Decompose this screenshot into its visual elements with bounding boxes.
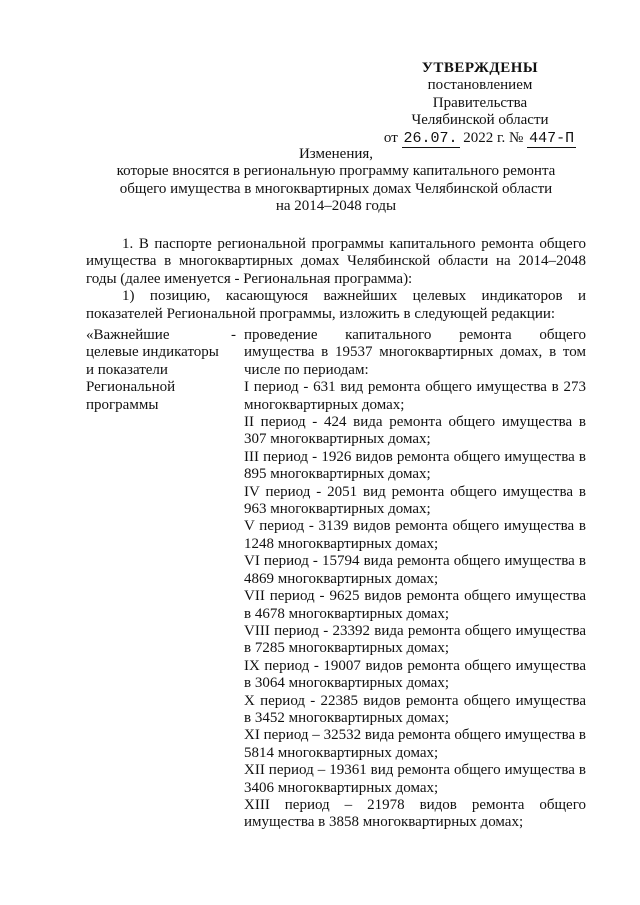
title-line-3: общего имущества в многоквартирных домах Челябинской области [119, 180, 553, 197]
list-item: XII период – 19361 вид ремонта общего имущества в 3406 многоквартирных домах; [244, 762, 586, 796]
approval-date-line [380, 130, 580, 147]
approval-line-2: Челябинской области [411, 112, 549, 129]
list-item: II период - 424 вида ремонта общего имущества в 307 многоквартирных домах; [244, 414, 586, 448]
list-item: XIII период – 21978 видов ремонта общего имущества в 3858 многоквартирных домах; [244, 796, 586, 831]
list-item: VIII период - 23392 вида ремонта общего имущества в 7285 многоквартирных домах; [244, 622, 586, 657]
approval-number: 447-П [529, 129, 575, 147]
approval-block [380, 60, 580, 147]
list-item: VI период - 15794 вида ремонта общего имущества в 4869 многоквартирных домах; [244, 553, 586, 587]
list-item: VII период - 9625 видов ремонта общего имущества в 4678 многоквартирных домах; [244, 588, 586, 622]
separator-dash: - [231, 327, 236, 343]
label-line: Региональной [86, 379, 176, 396]
list-item: IX период - 19007 видов ремонта общего имущества в 3064 многоквартирных домах; [244, 657, 586, 692]
label-line: и показатели [86, 361, 168, 378]
label-line: программы [86, 396, 159, 413]
list-item: I период - 631 вид ремонта общего имущества в 273 многоквартирных домах; [244, 379, 586, 413]
approval-line-1: постановлением Правительства [427, 77, 533, 111]
date-prefix: от [383, 129, 398, 146]
label-line: целевые индикаторы [86, 344, 219, 361]
list-item: X период - 22385 видов ремонта общего имущества в 3452 многоквартирных домах; [244, 692, 586, 726]
approval-heading: УТВЕРЖДЕНЫ [421, 60, 539, 76]
approval-date: 26.07. [403, 129, 458, 147]
label-line: «Важнейшие [86, 327, 170, 343]
paragraph-1: 1. В паспорте региональной программы капитального ремонта общего имущества в многоквартирных домах Челябинской области на 2014–2048 годы (далее именуется - Региональная программа): [86, 236, 586, 287]
title-line-4: на 2014–2048 годы [275, 198, 397, 215]
list-item: V период - 3139 видов ремонта общего имущества в 1248 многоквартирных домах; [244, 518, 586, 552]
body-text [86, 236, 586, 323]
approval-year: 2022 г. [463, 129, 506, 146]
list-item: III период - 1926 видов ремонта общего имущества в 895 многоквартирных домах; [244, 448, 586, 483]
title-line-2: которые вносятся в региональную программу капитального ремонта [116, 163, 556, 180]
document-title [86, 146, 586, 216]
list-item: проведение капитального ремонта общего имущества в 19537 многоквартирных домах, в том числе по периодам: [244, 327, 586, 378]
paragraph-2: 1) позицию, касающуюся важнейших целевых индикаторов и показателей Региональной программы, изложить в следующей редакции: [86, 288, 586, 322]
indicator-label [86, 327, 236, 414]
title-line-1: Изменения, [298, 146, 374, 162]
number-prefix: № [509, 129, 524, 146]
list-item: XI период – 32532 вида ремонта общего имущества в 5814 многоквартирных домах; [244, 727, 586, 761]
list-item: IV период - 2051 вид ремонта общего имущества в 963 многоквартирных домах; [244, 483, 586, 518]
indicator-values [244, 327, 586, 832]
